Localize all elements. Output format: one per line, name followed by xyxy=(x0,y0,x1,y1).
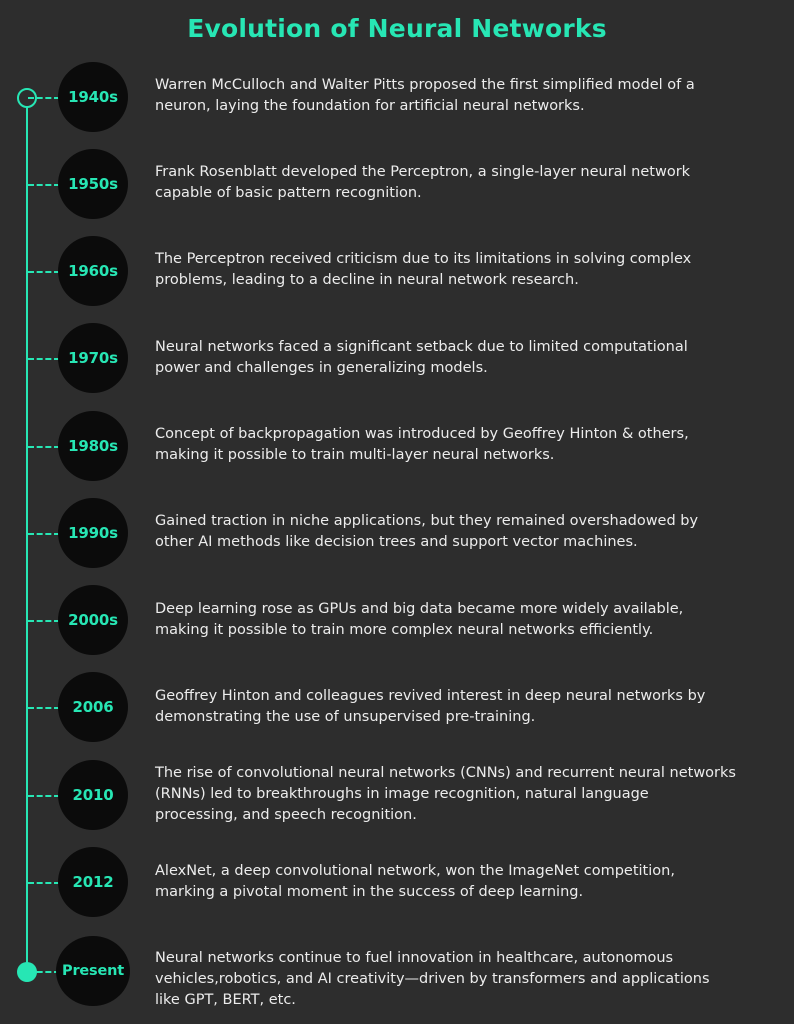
description-line: Neural networks continue to fuel innovation in healthcare, autonomous xyxy=(155,950,674,966)
page-title: Evolution of Neural Networks xyxy=(187,14,607,43)
period-badge: 1990s xyxy=(58,498,128,568)
event-description xyxy=(155,686,755,728)
event-description xyxy=(155,948,755,1011)
description-line: AlexNet, a deep convolutional network, won the ImageNet competition, xyxy=(155,863,675,879)
description-line: The rise of convolutional neural networks (CNNs) and recurrent neural networks xyxy=(155,765,736,781)
description-line: vehicles,robotics, and AI creativity—driven by transformers and applications xyxy=(155,971,710,987)
event-description xyxy=(155,599,755,641)
period-badge: 2010 xyxy=(58,760,128,830)
period-badge: 1980s xyxy=(58,411,128,481)
timeline-connector xyxy=(28,882,60,884)
period-badge: 1950s xyxy=(58,149,128,219)
description-line: problems, leading to a decline in neural network research. xyxy=(155,272,579,288)
period-badge: 1940s xyxy=(58,62,128,132)
period-badge: 1970s xyxy=(58,323,128,393)
event-description xyxy=(155,75,755,117)
event-description xyxy=(155,337,755,379)
event-description xyxy=(155,511,755,553)
event-description xyxy=(155,424,755,466)
period-badge: 2012 xyxy=(58,847,128,917)
timeline-connector xyxy=(28,620,60,622)
description-line: Concept of backpropagation was introduced by Geoffrey Hinton & others, xyxy=(155,426,689,442)
period-badge: 1960s xyxy=(58,236,128,306)
description-line: The Perceptron received criticism due to its limitations in solving complex xyxy=(155,251,692,267)
description-line: Frank Rosenblatt developed the Perceptron, a single-layer neural network xyxy=(155,164,691,180)
event-description xyxy=(155,763,755,826)
timeline-connector xyxy=(28,707,60,709)
description-line: power and challenges in generalizing models. xyxy=(155,360,488,376)
event-description xyxy=(155,249,755,291)
description-line: making it possible to train more complex neural networks efficiently. xyxy=(155,622,654,638)
description-line: like GPT, BERT, etc. xyxy=(155,992,296,1008)
timeline-connector xyxy=(28,271,60,273)
description-line: other AI methods like decision trees and support vector machines. xyxy=(155,534,638,550)
event-description xyxy=(155,861,755,903)
period-badge: Present xyxy=(56,936,130,1006)
description-line: (RNNs) led to breakthroughs in image recognition, natural language xyxy=(155,786,649,802)
description-line: capable of basic pattern recognition. xyxy=(155,185,422,201)
timeline-connector xyxy=(28,533,60,535)
timeline-connector xyxy=(28,358,60,360)
description-line: neuron, laying the foundation for artificial neural networks. xyxy=(155,98,585,114)
period-badge: 2000s xyxy=(58,585,128,655)
timeline-connector xyxy=(28,184,60,186)
timeline-connector xyxy=(28,446,60,448)
description-line: Deep learning rose as GPUs and big data became more widely available, xyxy=(155,601,684,617)
period-badge: 2006 xyxy=(58,672,128,742)
description-line: marking a pivotal moment in the success of deep learning. xyxy=(155,884,584,900)
timeline-connector xyxy=(28,795,60,797)
description-line: processing, and speech recognition. xyxy=(155,807,417,823)
event-description xyxy=(155,162,755,204)
description-line: Gained traction in niche applications, but they remained overshadowed by xyxy=(155,513,699,529)
description-line: Geoffrey Hinton and colleagues revived interest in deep neural networks by xyxy=(155,688,706,704)
timeline-connector xyxy=(28,97,60,99)
description-line: Warren McCulloch and Walter Pitts proposed the first simplified model of a xyxy=(155,77,695,93)
description-line: demonstrating the use of unsupervised pre-training. xyxy=(155,709,536,725)
description-line: making it possible to train multi-layer neural networks. xyxy=(155,447,555,463)
description-line: Neural networks faced a significant setback due to limited computational xyxy=(155,339,688,355)
